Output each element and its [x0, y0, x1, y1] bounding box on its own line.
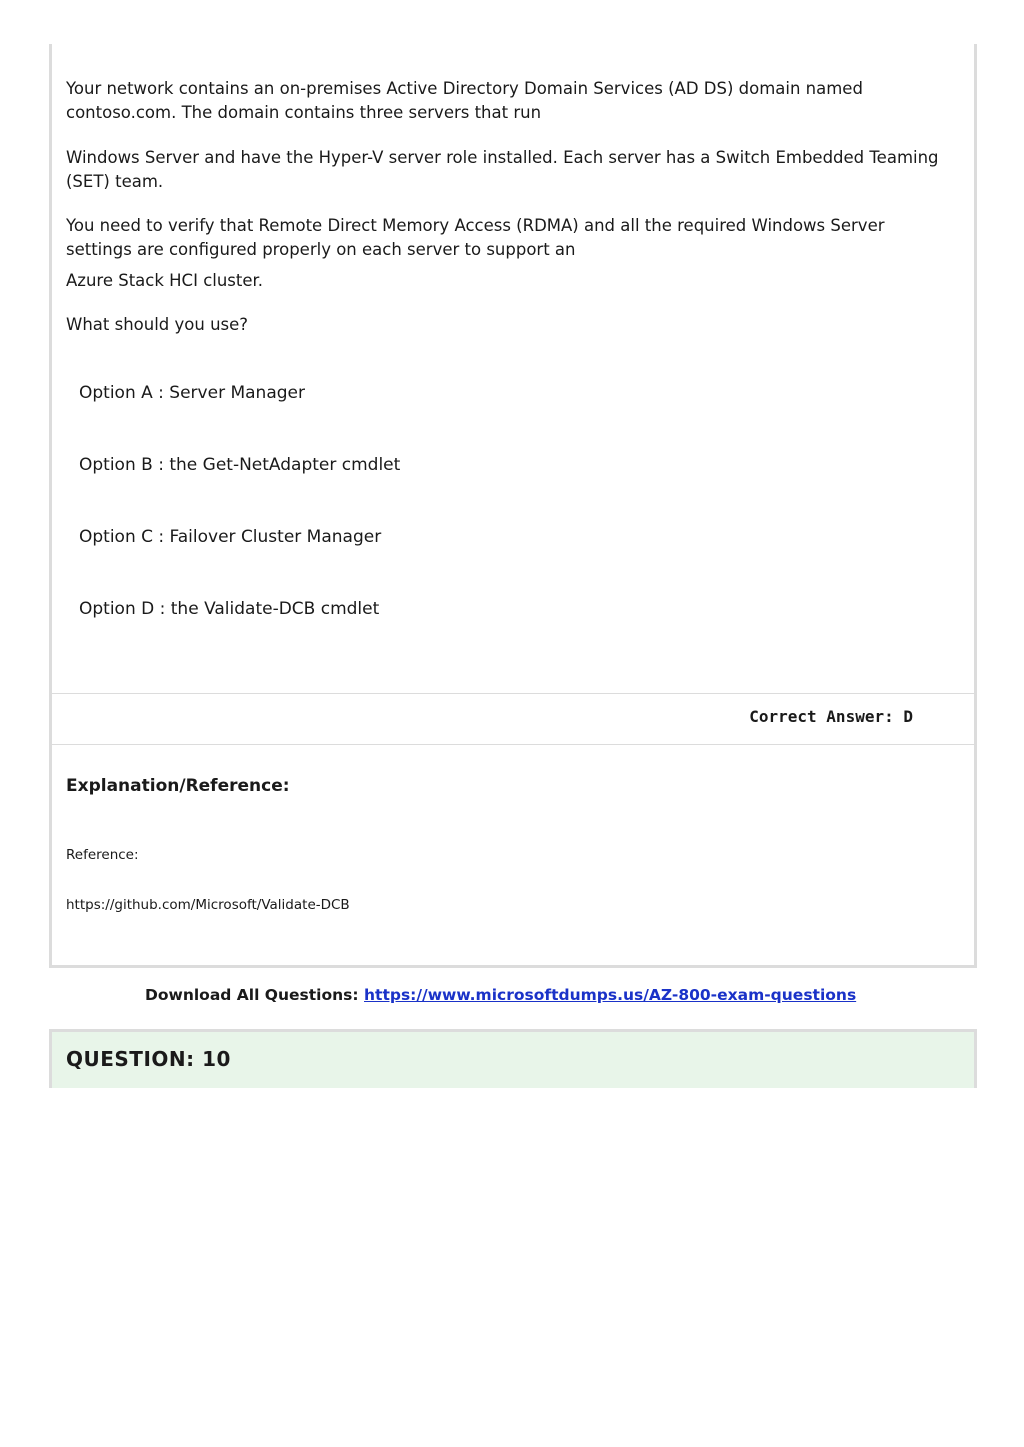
- option-c: Option C : Failover Cluster Manager: [79, 527, 382, 547]
- question-paragraph: You need to verify that Remote Direct Memory Access (RDMA) and all the required Windows Server settings are configured properly on each server to support an: [66, 216, 885, 259]
- next-question-header: [49, 1029, 977, 1088]
- option-a: Option A : Server Manager: [79, 383, 305, 403]
- question-paragraph: Azure Stack HCI cluster.: [66, 271, 264, 290]
- download-link[interactable]: https://www.microsoftdumps.us/AZ-800-exam-questions: [364, 986, 857, 1004]
- download-label: Download All Questions:: [145, 986, 359, 1004]
- download-line: [145, 986, 856, 1004]
- option-b: Option B : the Get-NetAdapter cmdlet: [79, 455, 401, 475]
- option-d: Option D : the Validate-DCB cmdlet: [79, 599, 380, 619]
- question-paragraph: Your network contains an on-premises Active Directory Domain Services (AD DS) domain named contoso.com. The domain contains three servers that run: [66, 79, 863, 122]
- question-paragraph: Windows Server and have the Hyper-V server role installed. Each server has a Switch Embedded Teaming (SET) team.: [66, 148, 939, 191]
- correct-answer: Correct Answer: D: [749, 707, 913, 726]
- correct-answer-row: [52, 693, 974, 745]
- question-prompt: What should you use?: [66, 315, 249, 334]
- reference-label: Reference:: [66, 847, 139, 863]
- question-card: [49, 44, 977, 968]
- question-number: QUESTION: 10: [66, 1047, 231, 1071]
- explanation-title: Explanation/Reference:: [66, 776, 290, 796]
- reference-url: https://github.com/Microsoft/Validate-DCB: [66, 897, 350, 913]
